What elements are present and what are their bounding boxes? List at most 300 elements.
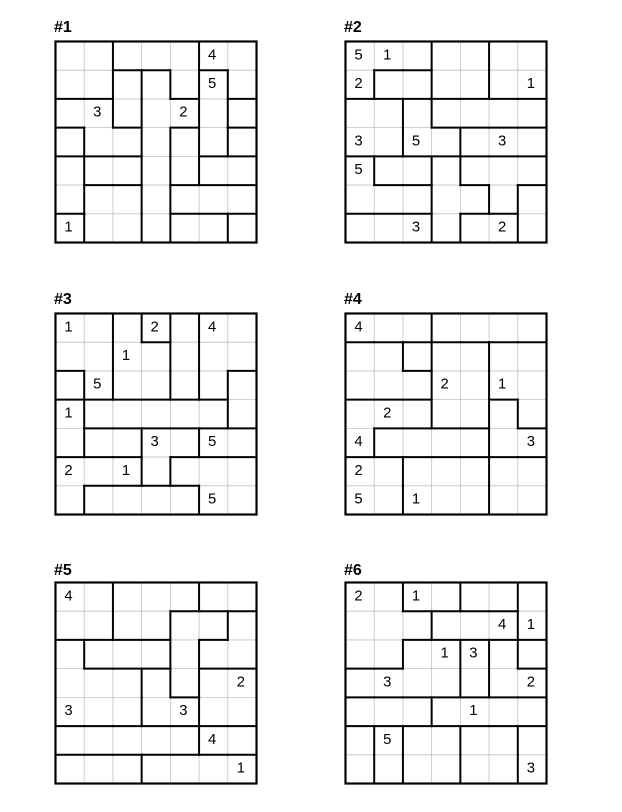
cell[interactable] bbox=[113, 313, 142, 342]
cell[interactable] bbox=[142, 342, 171, 371]
cell[interactable] bbox=[55, 611, 84, 640]
cell[interactable] bbox=[142, 582, 171, 611]
cell[interactable] bbox=[142, 669, 171, 698]
cell[interactable] bbox=[55, 640, 84, 669]
cell[interactable] bbox=[460, 156, 489, 185]
cell[interactable] bbox=[432, 611, 461, 640]
cell[interactable] bbox=[489, 41, 518, 70]
given-number: 5 bbox=[207, 76, 217, 93]
cell[interactable] bbox=[374, 428, 403, 457]
cell[interactable] bbox=[374, 582, 403, 611]
cell[interactable] bbox=[345, 185, 374, 214]
cell[interactable] bbox=[142, 486, 171, 515]
cell[interactable] bbox=[55, 428, 84, 457]
cell[interactable] bbox=[345, 726, 374, 755]
cell[interactable] bbox=[489, 70, 518, 99]
cell[interactable] bbox=[374, 313, 403, 342]
given-number: 2 bbox=[64, 462, 73, 479]
given-number: 1 bbox=[64, 219, 73, 236]
cell[interactable] bbox=[199, 755, 228, 784]
cell[interactable] bbox=[489, 582, 518, 611]
cell[interactable] bbox=[374, 342, 403, 371]
given-number: 1 bbox=[64, 405, 73, 422]
cell[interactable] bbox=[374, 755, 403, 784]
cell[interactable] bbox=[228, 428, 257, 457]
cell[interactable] bbox=[142, 99, 171, 128]
cell[interactable] bbox=[489, 400, 518, 429]
cell[interactable] bbox=[55, 70, 84, 99]
cell[interactable] bbox=[199, 342, 228, 371]
cell[interactable] bbox=[403, 755, 432, 784]
given-number: 4 bbox=[207, 731, 217, 748]
cell[interactable] bbox=[374, 611, 403, 640]
cell[interactable] bbox=[199, 669, 228, 698]
cell[interactable] bbox=[489, 342, 518, 371]
cell[interactable] bbox=[345, 214, 374, 243]
cell[interactable] bbox=[432, 726, 461, 755]
puzzle-grid[interactable] bbox=[54, 312, 258, 516]
cell[interactable] bbox=[113, 611, 142, 640]
cell[interactable] bbox=[460, 342, 489, 371]
cells bbox=[345, 313, 546, 514]
cell[interactable] bbox=[228, 70, 257, 99]
cell[interactable] bbox=[228, 726, 257, 755]
cell[interactable] bbox=[142, 156, 171, 185]
cell[interactable] bbox=[403, 99, 432, 128]
cell[interactable] bbox=[170, 669, 199, 698]
cell[interactable] bbox=[403, 726, 432, 755]
cells bbox=[55, 313, 256, 514]
puzzle-grid[interactable] bbox=[54, 40, 258, 244]
cell[interactable] bbox=[170, 371, 199, 400]
cell[interactable] bbox=[142, 457, 171, 486]
cell[interactable] bbox=[489, 99, 518, 128]
cell[interactable] bbox=[403, 313, 432, 342]
cell[interactable] bbox=[228, 457, 257, 486]
given-number: 2 bbox=[526, 674, 535, 691]
cell[interactable] bbox=[489, 156, 518, 185]
cell[interactable] bbox=[228, 640, 257, 669]
cell[interactable] bbox=[345, 400, 374, 429]
cell[interactable] bbox=[518, 185, 547, 214]
cell[interactable] bbox=[84, 457, 113, 486]
cell[interactable] bbox=[228, 486, 257, 515]
cell[interactable] bbox=[113, 400, 142, 429]
given-number: 2 bbox=[383, 405, 392, 422]
cell[interactable] bbox=[460, 313, 489, 342]
cell[interactable] bbox=[113, 128, 142, 157]
cell[interactable] bbox=[55, 128, 84, 157]
cell[interactable] bbox=[460, 726, 489, 755]
cell[interactable] bbox=[374, 486, 403, 515]
cell[interactable] bbox=[374, 185, 403, 214]
cell[interactable] bbox=[55, 185, 84, 214]
cell[interactable] bbox=[460, 41, 489, 70]
cell[interactable] bbox=[518, 313, 547, 342]
cell[interactable] bbox=[170, 400, 199, 429]
cell[interactable] bbox=[403, 70, 432, 99]
cell[interactable] bbox=[489, 726, 518, 755]
cell[interactable] bbox=[170, 185, 199, 214]
cell[interactable] bbox=[403, 611, 432, 640]
cell[interactable] bbox=[170, 486, 199, 515]
given-number: 3 bbox=[93, 104, 102, 121]
cell[interactable] bbox=[432, 214, 461, 243]
cell[interactable] bbox=[55, 486, 84, 515]
cell[interactable] bbox=[170, 755, 199, 784]
cell[interactable] bbox=[142, 70, 171, 99]
given-number: 1 bbox=[526, 617, 535, 634]
cell[interactable] bbox=[374, 70, 403, 99]
cell[interactable] bbox=[518, 486, 547, 515]
cell[interactable] bbox=[374, 99, 403, 128]
puzzle-title: #1 bbox=[54, 19, 72, 36]
given-number: 4 bbox=[64, 588, 73, 605]
cell[interactable] bbox=[84, 755, 113, 784]
cell[interactable] bbox=[403, 400, 432, 429]
puzzle-title: #3 bbox=[54, 291, 72, 308]
cell[interactable] bbox=[460, 486, 489, 515]
given-number: 1 bbox=[121, 462, 131, 479]
cell[interactable] bbox=[518, 99, 547, 128]
cell[interactable] bbox=[518, 697, 547, 726]
cell[interactable] bbox=[199, 371, 228, 400]
given-number: 5 bbox=[93, 376, 102, 393]
cell[interactable] bbox=[432, 669, 461, 698]
cell[interactable] bbox=[84, 697, 113, 726]
cell[interactable] bbox=[432, 156, 461, 185]
cell[interactable] bbox=[518, 156, 547, 185]
given-number: 2 bbox=[440, 376, 449, 393]
cell[interactable] bbox=[142, 371, 171, 400]
cell[interactable] bbox=[489, 669, 518, 698]
cell[interactable] bbox=[489, 313, 518, 342]
cell[interactable] bbox=[170, 611, 199, 640]
given-number: 3 bbox=[383, 674, 392, 691]
given-number: 5 bbox=[207, 491, 217, 508]
cell[interactable] bbox=[432, 41, 461, 70]
given-number: 5 bbox=[207, 434, 217, 451]
cell[interactable] bbox=[55, 99, 84, 128]
cell[interactable] bbox=[199, 457, 228, 486]
cell[interactable] bbox=[113, 371, 142, 400]
cell[interactable] bbox=[518, 128, 547, 157]
cell[interactable] bbox=[345, 342, 374, 371]
cell[interactable] bbox=[84, 128, 113, 157]
cell[interactable] bbox=[228, 214, 257, 243]
cell[interactable] bbox=[432, 70, 461, 99]
cell[interactable] bbox=[460, 185, 489, 214]
cell[interactable] bbox=[518, 371, 547, 400]
cell[interactable] bbox=[489, 697, 518, 726]
cell[interactable] bbox=[84, 582, 113, 611]
cell[interactable] bbox=[170, 70, 199, 99]
given-number: 1 bbox=[411, 491, 421, 508]
cell[interactable] bbox=[228, 41, 257, 70]
cell[interactable] bbox=[518, 214, 547, 243]
cell[interactable] bbox=[199, 611, 228, 640]
cell[interactable] bbox=[228, 99, 257, 128]
cell[interactable] bbox=[199, 185, 228, 214]
cell[interactable] bbox=[345, 611, 374, 640]
cell[interactable] bbox=[489, 640, 518, 669]
cell[interactable] bbox=[199, 128, 228, 157]
given-number: 2 bbox=[150, 319, 159, 336]
cell[interactable] bbox=[55, 156, 84, 185]
cell[interactable] bbox=[84, 611, 113, 640]
cell[interactable] bbox=[142, 755, 171, 784]
given-number: 5 bbox=[354, 491, 363, 508]
cell[interactable] bbox=[170, 640, 199, 669]
cell[interactable] bbox=[84, 214, 113, 243]
cell[interactable] bbox=[84, 400, 113, 429]
cell[interactable] bbox=[84, 486, 113, 515]
cell[interactable] bbox=[228, 342, 257, 371]
cell[interactable] bbox=[113, 156, 142, 185]
cell[interactable] bbox=[142, 697, 171, 726]
cell[interactable] bbox=[199, 697, 228, 726]
cell[interactable] bbox=[199, 99, 228, 128]
given-number: 3 bbox=[150, 434, 159, 451]
cell[interactable] bbox=[489, 185, 518, 214]
cell[interactable] bbox=[113, 669, 142, 698]
cell[interactable] bbox=[403, 156, 432, 185]
cell[interactable] bbox=[489, 755, 518, 784]
cell[interactable] bbox=[403, 697, 432, 726]
given-number: 3 bbox=[64, 703, 73, 720]
cell[interactable] bbox=[228, 611, 257, 640]
given-number: 3 bbox=[526, 434, 535, 451]
given-number: 4 bbox=[207, 319, 217, 336]
cell[interactable] bbox=[199, 214, 228, 243]
cell[interactable] bbox=[113, 755, 142, 784]
cell[interactable] bbox=[228, 156, 257, 185]
cell[interactable] bbox=[170, 41, 199, 70]
cell[interactable] bbox=[374, 128, 403, 157]
cell[interactable] bbox=[432, 400, 461, 429]
cell[interactable] bbox=[113, 697, 142, 726]
cell[interactable] bbox=[432, 99, 461, 128]
cell[interactable] bbox=[228, 371, 257, 400]
cell[interactable] bbox=[374, 214, 403, 243]
cell[interactable] bbox=[432, 342, 461, 371]
cell[interactable] bbox=[460, 214, 489, 243]
puzzle-grid[interactable] bbox=[344, 581, 548, 785]
cell[interactable] bbox=[432, 428, 461, 457]
cell[interactable] bbox=[142, 41, 171, 70]
cell[interactable] bbox=[142, 611, 171, 640]
cell[interactable] bbox=[460, 400, 489, 429]
cell[interactable] bbox=[170, 128, 199, 157]
cell[interactable] bbox=[113, 428, 142, 457]
cell[interactable] bbox=[199, 400, 228, 429]
cell[interactable] bbox=[142, 726, 171, 755]
cell[interactable] bbox=[345, 697, 374, 726]
given-number: 4 bbox=[207, 47, 217, 64]
given-number: 2 bbox=[236, 674, 245, 691]
cell[interactable] bbox=[84, 313, 113, 342]
given-number: 5 bbox=[383, 731, 392, 748]
cell[interactable] bbox=[518, 400, 547, 429]
cell[interactable] bbox=[113, 99, 142, 128]
cell[interactable] bbox=[489, 457, 518, 486]
cell[interactable] bbox=[55, 41, 84, 70]
cell[interactable] bbox=[113, 486, 142, 515]
puzzle-grid[interactable] bbox=[54, 581, 258, 785]
puzzle-grid[interactable] bbox=[344, 312, 548, 516]
cell[interactable] bbox=[170, 156, 199, 185]
cell[interactable] bbox=[374, 640, 403, 669]
cell[interactable] bbox=[113, 70, 142, 99]
cell[interactable] bbox=[228, 697, 257, 726]
cell[interactable] bbox=[518, 342, 547, 371]
cell[interactable] bbox=[432, 755, 461, 784]
cell[interactable] bbox=[345, 755, 374, 784]
cell[interactable] bbox=[84, 669, 113, 698]
cell[interactable] bbox=[55, 726, 84, 755]
cell[interactable] bbox=[518, 41, 547, 70]
cell[interactable] bbox=[142, 128, 171, 157]
cell[interactable] bbox=[55, 669, 84, 698]
cell[interactable] bbox=[460, 457, 489, 486]
cell[interactable] bbox=[170, 342, 199, 371]
cell[interactable] bbox=[489, 486, 518, 515]
cell[interactable] bbox=[432, 697, 461, 726]
given-number: 1 bbox=[411, 588, 421, 605]
cell[interactable] bbox=[345, 669, 374, 698]
cell[interactable] bbox=[403, 185, 432, 214]
puzzle-title: #5 bbox=[54, 562, 72, 579]
cell[interactable] bbox=[374, 457, 403, 486]
cell[interactable] bbox=[199, 582, 228, 611]
cell[interactable] bbox=[432, 185, 461, 214]
cell[interactable] bbox=[460, 371, 489, 400]
given-number: 1 bbox=[440, 645, 449, 662]
given-number: 4 bbox=[354, 434, 363, 451]
given-number: 1 bbox=[383, 47, 392, 64]
cell[interactable] bbox=[84, 185, 113, 214]
cell[interactable] bbox=[518, 726, 547, 755]
cell[interactable] bbox=[84, 70, 113, 99]
cell[interactable] bbox=[403, 342, 432, 371]
cells bbox=[345, 41, 546, 242]
cell[interactable] bbox=[345, 640, 374, 669]
cell[interactable] bbox=[84, 41, 113, 70]
cell[interactable] bbox=[518, 582, 547, 611]
cell[interactable] bbox=[199, 156, 228, 185]
cell[interactable] bbox=[403, 640, 432, 669]
given-number: 1 bbox=[121, 348, 131, 365]
given-number: 3 bbox=[469, 645, 478, 662]
cell[interactable] bbox=[113, 185, 142, 214]
cell[interactable] bbox=[460, 70, 489, 99]
given-number: 2 bbox=[179, 104, 188, 121]
cell[interactable] bbox=[345, 371, 374, 400]
cell[interactable] bbox=[374, 156, 403, 185]
cell[interactable] bbox=[55, 371, 84, 400]
cell[interactable] bbox=[374, 371, 403, 400]
cell[interactable] bbox=[113, 582, 142, 611]
cell[interactable] bbox=[228, 400, 257, 429]
cell[interactable] bbox=[170, 214, 199, 243]
puzzle-title: #2 bbox=[344, 19, 362, 36]
cell[interactable] bbox=[170, 428, 199, 457]
given-number: 1 bbox=[64, 319, 73, 336]
cell[interactable] bbox=[518, 457, 547, 486]
cell[interactable] bbox=[228, 185, 257, 214]
cell[interactable] bbox=[142, 214, 171, 243]
given-number: 1 bbox=[236, 760, 245, 777]
cell[interactable] bbox=[489, 428, 518, 457]
cell[interactable] bbox=[113, 41, 142, 70]
cell[interactable] bbox=[170, 313, 199, 342]
cell[interactable] bbox=[460, 611, 489, 640]
cell[interactable] bbox=[170, 726, 199, 755]
cell[interactable] bbox=[432, 486, 461, 515]
given-number: 5 bbox=[354, 162, 363, 179]
cell[interactable] bbox=[460, 128, 489, 157]
cell[interactable] bbox=[345, 99, 374, 128]
cell[interactable] bbox=[374, 697, 403, 726]
cell[interactable] bbox=[113, 214, 142, 243]
cell[interactable] bbox=[84, 342, 113, 371]
cell[interactable] bbox=[84, 726, 113, 755]
given-number: 2 bbox=[497, 219, 507, 236]
given-number: 2 bbox=[354, 588, 363, 605]
cell[interactable] bbox=[84, 640, 113, 669]
cell[interactable] bbox=[403, 41, 432, 70]
given-number: 1 bbox=[526, 76, 535, 93]
cell[interactable] bbox=[432, 582, 461, 611]
cell[interactable] bbox=[403, 669, 432, 698]
cell[interactable] bbox=[518, 640, 547, 669]
given-number: 3 bbox=[179, 703, 188, 720]
cell[interactable] bbox=[460, 582, 489, 611]
cell[interactable] bbox=[460, 755, 489, 784]
cell[interactable] bbox=[403, 371, 432, 400]
cell[interactable] bbox=[460, 669, 489, 698]
cell[interactable] bbox=[55, 342, 84, 371]
given-number: 3 bbox=[354, 133, 363, 150]
cell[interactable] bbox=[432, 457, 461, 486]
given-number: 4 bbox=[497, 617, 507, 634]
cell[interactable] bbox=[113, 640, 142, 669]
cell[interactable] bbox=[84, 428, 113, 457]
cell[interactable] bbox=[228, 313, 257, 342]
cell[interactable] bbox=[432, 128, 461, 157]
cell[interactable] bbox=[113, 726, 142, 755]
cell[interactable] bbox=[170, 457, 199, 486]
cell[interactable] bbox=[460, 428, 489, 457]
cell[interactable] bbox=[432, 313, 461, 342]
cell[interactable] bbox=[199, 640, 228, 669]
cell[interactable] bbox=[228, 582, 257, 611]
puzzle-title: #4 bbox=[344, 291, 362, 308]
cell[interactable] bbox=[142, 640, 171, 669]
puzzle-grid[interactable] bbox=[344, 40, 548, 244]
cell[interactable] bbox=[170, 582, 199, 611]
cell[interactable] bbox=[55, 755, 84, 784]
cell[interactable] bbox=[84, 156, 113, 185]
cell[interactable] bbox=[142, 400, 171, 429]
cell[interactable] bbox=[228, 128, 257, 157]
cell[interactable] bbox=[403, 457, 432, 486]
cell[interactable] bbox=[460, 99, 489, 128]
cell[interactable] bbox=[403, 428, 432, 457]
cells bbox=[345, 582, 546, 783]
given-number: 3 bbox=[497, 133, 507, 150]
cell[interactable] bbox=[142, 185, 171, 214]
